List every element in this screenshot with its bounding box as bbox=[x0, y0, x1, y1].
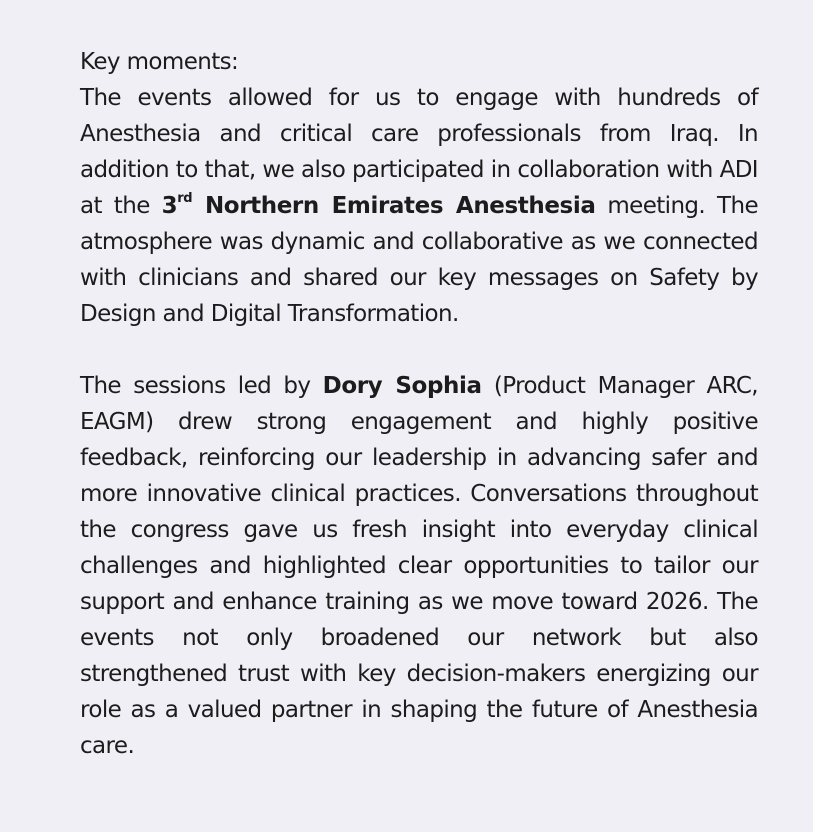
key-moments-heading: Key moments: bbox=[80, 49, 239, 75]
meeting-number: 3 bbox=[161, 193, 178, 219]
paragraph-events-text-end: meeting. The atmosphere was dynamic and collaborative as we connected with clinicians and shared our key messages on Safety by Design and Digital Transformation. bbox=[80, 193, 759, 327]
document-body bbox=[80, 44, 758, 764]
presenter-name: Dory Sophia bbox=[322, 373, 482, 399]
paragraph-sessions-text-end: (Product Manager ARC, EAGM) drew strong engagement and highly positive feedback, reinforcing our leadership in advancing safer and more innovative clinical practices. Conversations throughout the congress gave us fresh insight into everyday clinical challenges and highlighted clear opportunities to tailor our support and enhance training as we move toward 2026. The events not only broadened our network but also strengthened trust with key decision-makers energizing our role as a valued partner in shaping the future of Anesthesia care. bbox=[80, 373, 758, 759]
paragraph-events-text-start: The events allowed for us to engage with hundreds of Anesthesia and critical care professionals from Iraq. In addition to that, we also participated in collaboration with ADI at the bbox=[80, 85, 758, 219]
ordinal-superscript: rd bbox=[177, 191, 193, 207]
paragraph-spacer bbox=[80, 332, 758, 368]
meeting-name bbox=[162, 193, 596, 219]
paragraph-sessions-text-start: The sessions led by bbox=[80, 373, 323, 399]
paragraph-events bbox=[80, 80, 758, 332]
meeting-name-text: Northern Emirates Anesthesia bbox=[192, 193, 596, 219]
paragraph-sessions bbox=[80, 368, 758, 764]
